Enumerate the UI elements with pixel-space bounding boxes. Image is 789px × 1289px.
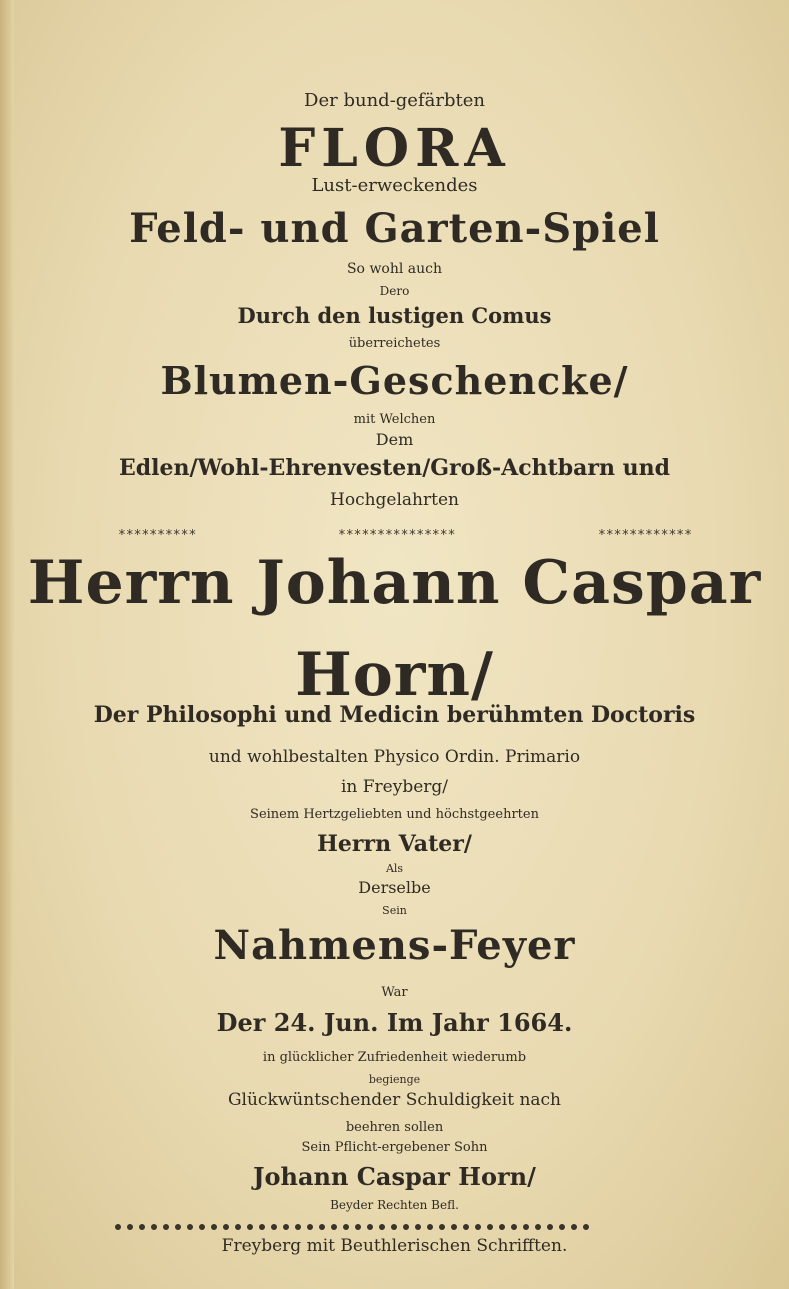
body-line-22: Nahmens-Feyer (213, 922, 576, 969)
ornament-rule (112, 1221, 599, 1233)
title-line-4: Feld- und Garten-Spiel (129, 205, 660, 252)
body-line-24: Der 24. Jun. Im Jahr 1664. (216, 1008, 573, 1037)
surname-line: Horn/ (295, 640, 494, 710)
body-line-20: Derselbe (358, 878, 431, 897)
body-line-14: Der Philosophi und Medicin berühmten Doctoris (93, 702, 696, 728)
body-line-31: Beyder Rechten Befl. (330, 1198, 459, 1212)
body-line-29: Sein Pflicht-ergebener Sohn (301, 1140, 488, 1155)
body-line-15: und wohlbestalten Physico Ordin. Primario (208, 747, 581, 767)
name-line: Herrn Johann Caspar (27, 548, 762, 618)
body-line-30: Johann Caspar Horn/ (253, 1162, 536, 1191)
body-line-28: beehren sollen (345, 1120, 444, 1135)
star-row-right: ************ (598, 528, 692, 543)
title-line-12: Edlen/Wohl-Ehrenvesten/Groß-Achtbarn und (118, 455, 671, 481)
body-line-17: Seinem Hertzgeliebten und höchstgeehrten (250, 807, 539, 822)
body-line-27: Glückwüntschender Schuldigkeit nach (227, 1090, 562, 1110)
title-line-7: Durch den lustigen Comus (237, 303, 552, 328)
title-line-5: So wohl auch (346, 261, 443, 277)
title-line-1: Der bund-gefärbten (304, 90, 485, 111)
title-line-3: Lust-erweckendes (311, 175, 478, 196)
body-line-23: War (381, 985, 408, 1000)
body-line-18: Herrn Vater/ (317, 831, 472, 857)
title-line-8: überreichetes (348, 336, 441, 351)
title-line-6: Dero (379, 284, 410, 298)
body-line-26: begienge (368, 1073, 421, 1086)
ornament-rule-icon (112, 1221, 599, 1233)
body-line-25: in glücklicher Zufriedenheit wiederumb (262, 1050, 527, 1065)
imprint-line: Freyberg mit Beuthlerischen Schrifften. (221, 1236, 568, 1256)
star-row-middle: *************** (338, 528, 456, 543)
body-line-16: in Freyberg/ (340, 777, 449, 797)
title-line-10: mit Welchen (353, 412, 436, 427)
body-line-21: Sein (382, 904, 407, 917)
title-line-11: Dem (375, 430, 414, 449)
star-row-left: ********** (118, 528, 197, 543)
body-line-19: Als (385, 862, 404, 875)
title-line-9: Blumen-Geschencke/ (160, 358, 629, 403)
title-line-13: Hochgelahrten (330, 490, 459, 510)
title-flora: FLORA (278, 118, 511, 179)
